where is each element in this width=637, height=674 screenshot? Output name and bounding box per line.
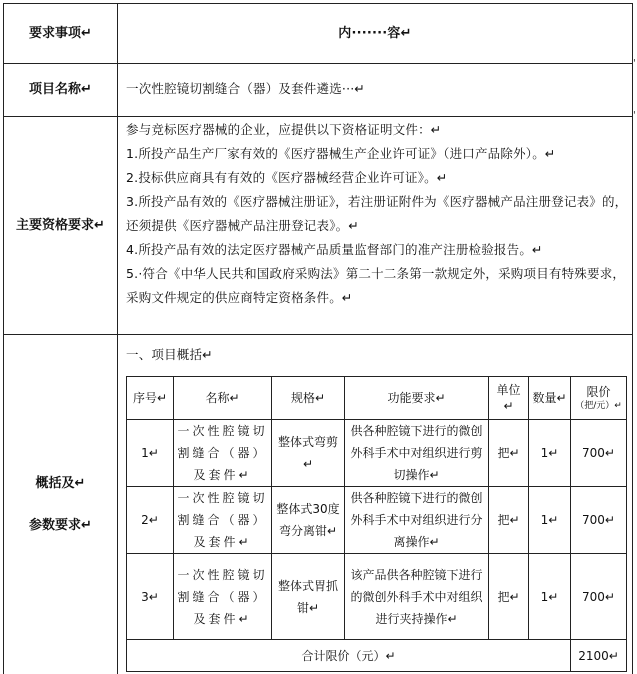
margin-mark: ' [633, 110, 636, 121]
cell-unit: 把↵ [489, 420, 529, 487]
margin-mark: ' [633, 58, 636, 69]
project-name-value: 一次性腔镜切割缝合（器）及套件遴选···↵ [126, 81, 366, 96]
qualification-item: 4.所投产品有效的法定医疗器械产品质量监督部门的准产注册检验报告。↵ [126, 242, 543, 257]
table-header-row [127, 377, 627, 420]
qualification-intro: 参与竞标医疗器械的企业，应提供以下资格证明文件：↵ [126, 122, 442, 137]
overview-label-line1: 概括及↵ [35, 475, 86, 491]
total-label: 合计限价（元）↵ [127, 640, 571, 672]
cell-name: 一次性腔镜切割缝合（器）及套件↵ [174, 420, 272, 487]
cell-func: 该产品供各种腔镜下进行的微创外科手术中对组织进行夹持操作↵ [345, 554, 489, 640]
cell-qty: 1↵ [529, 487, 571, 554]
cell-name: 一次性腔镜切割缝合（器）及套件↵ [174, 554, 272, 640]
cell-price: 700↵ [571, 487, 627, 554]
table-row [127, 554, 627, 640]
cell-spec: 整体式胃抓钳↵ [272, 554, 345, 640]
qualification-item: 3.所投产品有效的《医疗器械注册证》，若注册证附件为《医疗器械产品注册登记表》的，还须提供《医疗器械产品注册登记表》。↵ [126, 194, 628, 233]
cell-qty: 1↵ [529, 420, 571, 487]
overview-label-line2: 参数要求↵ [29, 517, 92, 533]
header-label: 要求事项↵ [29, 25, 92, 41]
column-divider [117, 3, 118, 674]
table-border-right [632, 3, 633, 674]
cell-name: 一次性腔镜切割缝合（器）及套件↵ [174, 487, 272, 554]
col-price-label: 限价 [586, 385, 611, 399]
col-price [571, 377, 627, 420]
qualification-label: 主要资格要求↵ [16, 217, 105, 233]
cell-unit: 把↵ [489, 487, 529, 554]
col-price-unit: （把/元）↵ [575, 401, 622, 411]
col-qty: 数量↵ [529, 377, 571, 420]
cell-seq: 1↵ [127, 420, 174, 487]
cell-func: 供各种腔镜下进行的微创外科手术中对组织进行分离操作↵ [345, 487, 489, 554]
table-total-row [127, 640, 627, 672]
cell-func: 供各种腔镜下进行的微创外科手术中对组织进行剪切操作↵ [345, 420, 489, 487]
qualification-item: 2.投标供应商具有有效的《医疗器械经营企业许可证》。↵ [126, 170, 448, 185]
total-value: 2100↵ [571, 640, 627, 672]
cell-price: 700↵ [571, 420, 627, 487]
cell-spec: 整体式弯剪↵ [272, 420, 345, 487]
cell-qty: 1↵ [529, 554, 571, 640]
project-name-label: 项目名称↵ [29, 82, 92, 97]
cell-unit: 把↵ [489, 554, 529, 640]
items-table [126, 376, 627, 672]
col-func: 功能要求↵ [345, 377, 489, 420]
cell-seq: 3↵ [127, 554, 174, 640]
col-spec: 规格↵ [272, 377, 345, 420]
qualification-item: 5.·符合《中华人民共和国政府采购法》第二十二条第一款规定外，采购项目有特殊要求，采购文件规定的供应商特定资格条件。↵ [126, 266, 626, 305]
col-name: 名称↵ [174, 377, 272, 420]
section-title: 一、项目概括↵ [126, 347, 213, 362]
qualification-list [126, 118, 630, 310]
overview-label [4, 335, 117, 674]
table-row [127, 420, 627, 487]
cell-spec: 整体式30度弯分离钳↵ [272, 487, 345, 554]
table-row [127, 487, 627, 554]
cell-seq: 2↵ [127, 487, 174, 554]
cell-price: 700↵ [571, 554, 627, 640]
header-content: 内·······容↵ [338, 25, 412, 41]
col-unit: 单位↵ [489, 377, 529, 420]
qualification-item: 1.所投产品生产厂家有效的《医疗器械生产企业许可证》（进口产品除外）。↵ [126, 146, 556, 161]
col-seq: 序号↵ [127, 377, 174, 420]
